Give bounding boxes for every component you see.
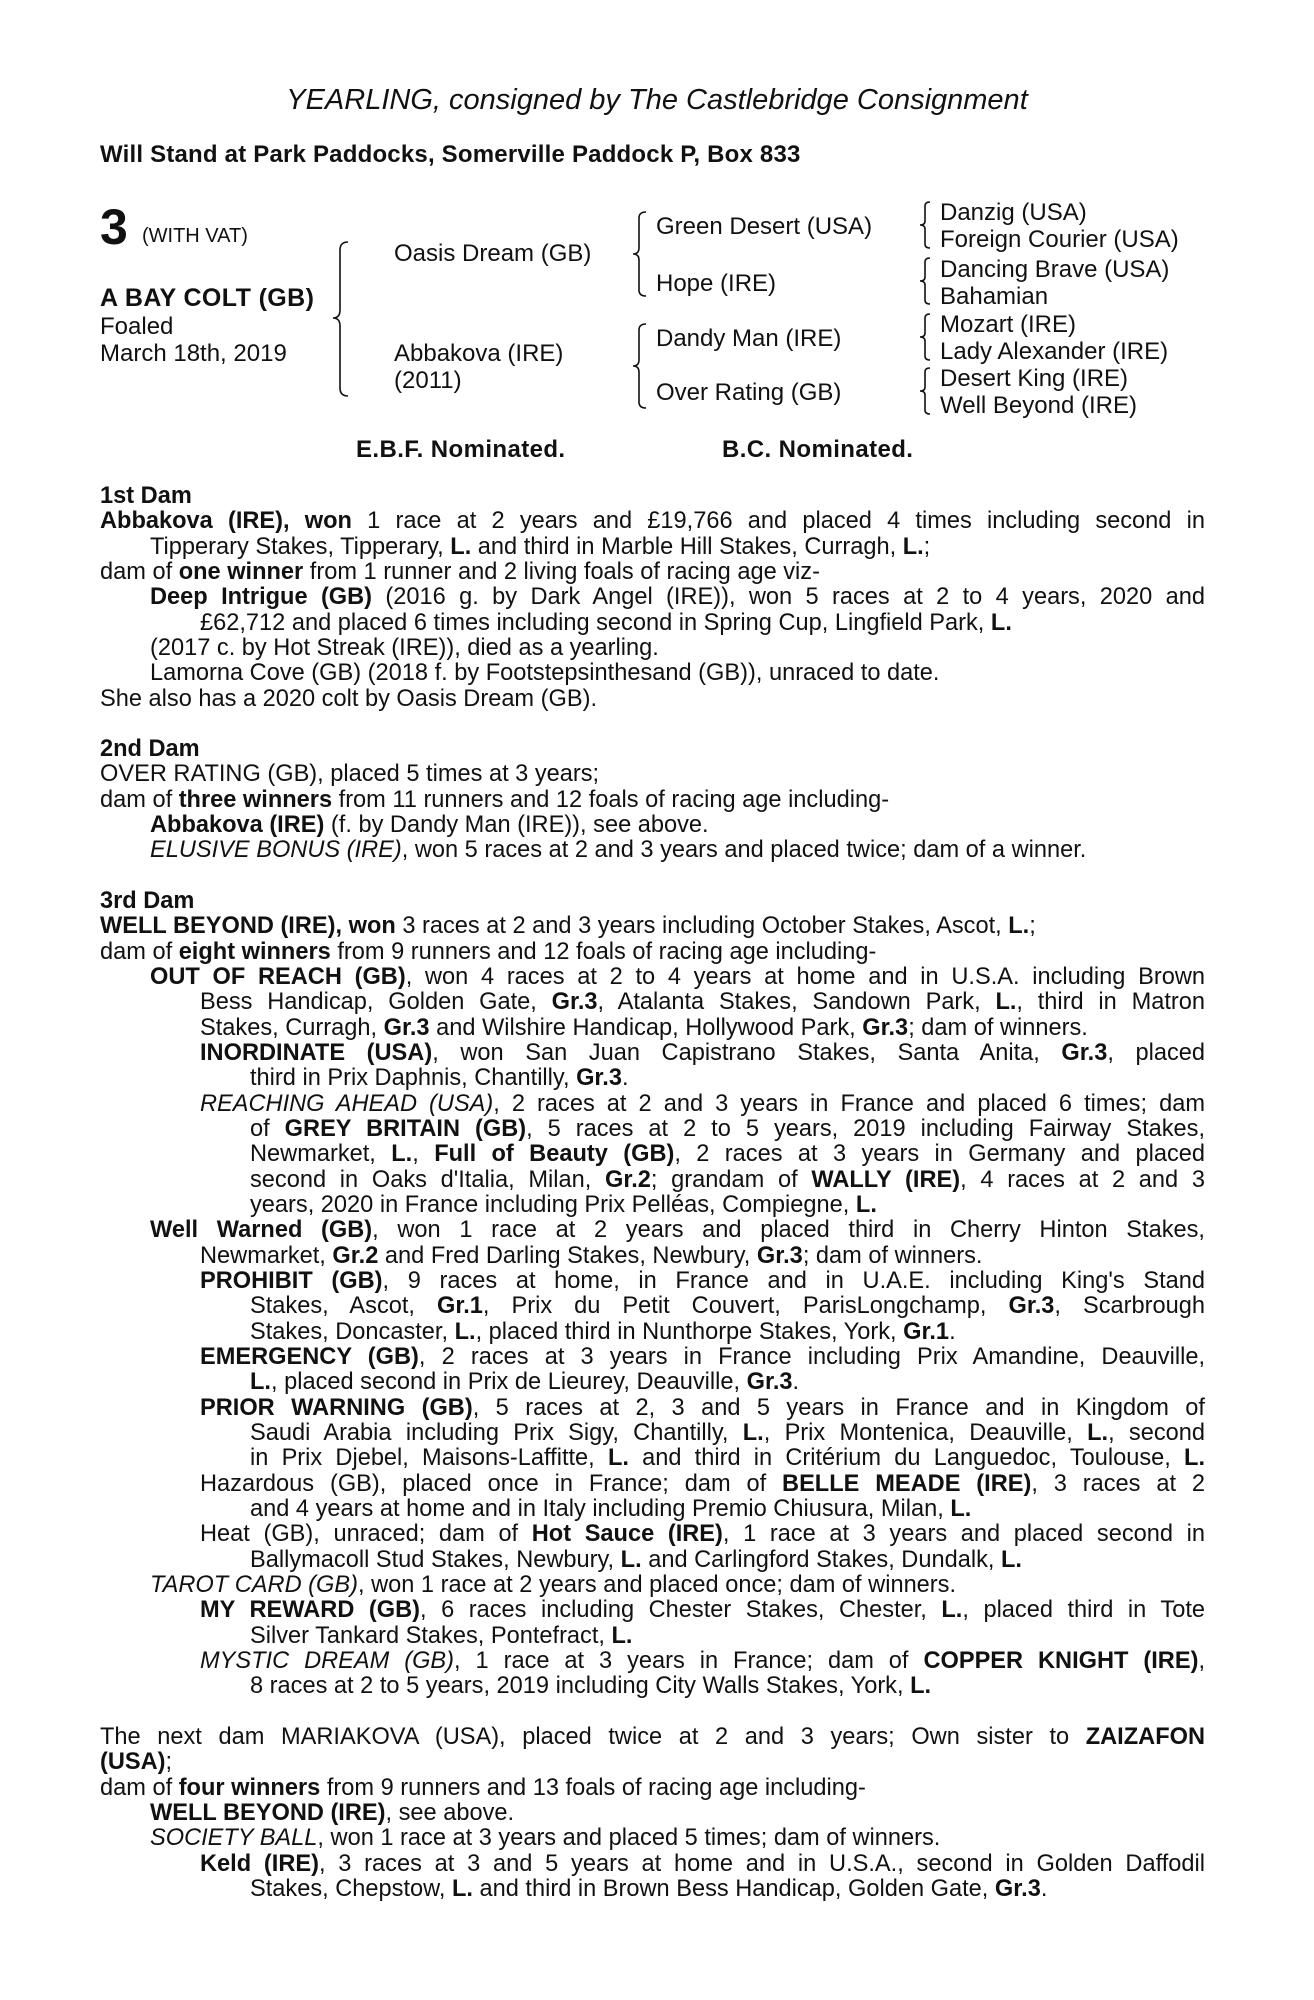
pedigree-dam: Abbakova (IRE) <box>394 340 564 367</box>
third-dam-line: Bess Handicap, Golden Gate, Gr.3, Atalanta Stakes, Sandown Park, L., third in Matron <box>200 989 1206 1016</box>
third-dam-line: REACHING AHEAD (USA), 2 races at 2 and 3 years in France and placed 6 times; dam <box>200 1090 1205 1117</box>
next-dam-line: The next dam MARIAKOVA (USA), placed twice at 2 and 3 years; Own sister to ZAIZAFON <box>100 1723 1205 1750</box>
second-dam-line: dam of three winners from 11 runners and 12 foals of racing age including- <box>100 786 890 813</box>
pedigree-sire-dam: Hope (IRE) <box>656 270 777 297</box>
third-dam-line: WELL BEYOND (IRE), won 3 races at 2 and 3 years including October Stakes, Ascot, L.; <box>100 913 1036 940</box>
next-dam-line: Stakes, Chepstow, L. and third in Brown Bess Handicap, Golden Gate, Gr.3. <box>250 1875 1048 1902</box>
third-dam-line: PRIOR WARNING (GB), 5 races at 2, 3 and 5 years in France and in Kingdom of <box>200 1394 1205 1421</box>
third-dam-line: in Prix Djebel, Maisons-Laffitte, L. and third in Critérium du Languedoc, Toulouse, L. <box>250 1445 1205 1472</box>
next-dam-line: Keld (IRE), 3 races at 3 and 5 years at home and in U.S.A., second in Golden Daffodil <box>200 1850 1205 1877</box>
third-dam-line: Stakes, Curragh, Gr.3 and Wilshire Handicap, Hollywood Park, Gr.3; dam of winners. <box>200 1014 1088 1041</box>
next-dam-line: SOCIETY BALL, won 1 race at 3 years and placed 5 times; dam of winners. <box>150 1825 941 1852</box>
first-dam-line: Deep Intrigue (GB) (2016 g. by Dark Angel (IRE)), won 5 races at 2 to 4 years, 2020 and <box>150 584 1205 611</box>
pedigree-g5: Mozart (IRE) <box>940 311 1077 338</box>
third-dam-line: Stakes, Doncaster, L., placed third in Nunthorpe Stakes, York, Gr.1. <box>250 1318 956 1345</box>
third-dam-line: years, 2020 in France including Prix Pelléas, Compiegne, L. <box>250 1191 877 1218</box>
pedigree-bracket-dam <box>632 322 656 412</box>
next-dam-line: (USA); <box>100 1749 173 1776</box>
third-dam-line: Silver Tankard Stakes, Pontefract, L. <box>250 1622 633 1649</box>
pedigree-g7: Desert King (IRE) <box>940 365 1129 392</box>
third-dam-line: PROHIBIT (GB), 9 races at home, in France and in U.A.E. including King's Stand <box>200 1267 1206 1294</box>
third-dam-line: Stakes, Ascot, Gr.1, Prix du Petit Couvert, ParisLongchamp, Gr.3, Scarbrough <box>250 1293 1205 1320</box>
third-dam-line: INORDINATE (USA), won San Juan Capistrano Stakes, Santa Anita, Gr.3, placed <box>200 1039 1206 1066</box>
third-dam-line: dam of eight winners from 9 runners and 12 foals of racing age including- <box>100 938 877 965</box>
foaled-label: Foaled <box>100 313 174 340</box>
catalogue-title: YEARLING, consigned by The Castlebridge Consignment <box>286 84 1028 116</box>
third-dam-line: of GREY BRITAIN (GB), 5 races at 2 to 5 years, 2019 including Fairway Stakes, <box>250 1115 1206 1142</box>
third-dam-line: Hazardous (GB), placed once in France; dam of BELLE MEADE (IRE), 3 races at 2 <box>200 1470 1206 1497</box>
third-dam-line: Heat (GB), unraced; dam of Hot Sauce (IRE), 1 race at 3 years and placed second in <box>200 1521 1205 1548</box>
pedigree-sire-sire: Green Desert (USA) <box>656 213 873 240</box>
first-dam-line: Tipperary Stakes, Tipperary, L. and third in Marble Hill Stakes, Curragh, L.; <box>150 533 931 560</box>
pedigree-bracket-g3 <box>918 312 938 362</box>
pedigree-g3: Dancing Brave (USA) <box>940 256 1170 283</box>
pedigree-g4: Bahamian <box>940 283 1049 310</box>
pedigree-sire: Oasis Dream (GB) <box>394 240 592 267</box>
bc-nomination: B.C. Nominated. <box>722 436 914 463</box>
first-dam-line: She also has a 2020 colt by Oasis Dream (GB). <box>100 685 598 712</box>
pedigree-g6: Lady Alexander (IRE) <box>940 338 1169 365</box>
pedigree-bracket-sire <box>632 210 656 300</box>
foaled-date: March 18th, 2019 <box>100 340 287 367</box>
third-dam-line: MY REWARD (GB), 6 races including Chester Stakes, Chester, L., placed third in Tote <box>200 1597 1205 1624</box>
first-dam-heading: 1st Dam <box>100 483 192 509</box>
pedigree-dam-sire: Dandy Man (IRE) <box>656 325 842 352</box>
third-dam-line: Saudi Arabia including Prix Sigy, Chantilly, L., Prix Montenica, Deauville, L., second <box>250 1420 1205 1447</box>
first-dam-line: Lamorna Cove (GB) (2018 f. by Footstepsinthesand (GB)), unraced to date. <box>150 660 940 687</box>
third-dam-line: second in Oaks d'Italia, Milan, Gr.2; grandam of WALLY (IRE), 4 races at 2 and 3 <box>250 1166 1205 1193</box>
third-dam-line: Newmarket, L., Full of Beauty (GB), 2 races at 3 years in Germany and placed <box>250 1141 1205 1168</box>
third-dam-line: OUT OF REACH (GB), won 4 races at 2 to 4 years at home and in U.S.A. including Brown <box>150 963 1205 990</box>
second-dam-line: ELUSIVE BONUS (IRE), won 5 races at 2 and 3 years and placed twice; dam of a winner. <box>150 837 1087 864</box>
lot-description: A BAY COLT (GB) <box>100 284 315 312</box>
third-dam-line: and 4 years at home and in Italy including Premio Chiusura, Milan, L. <box>250 1496 972 1523</box>
third-dam-heading: 3rd Dam <box>100 887 195 914</box>
third-dam-line: Well Warned (GB), won 1 race at 2 years and placed third in Cherry Hinton Stakes, <box>150 1217 1205 1244</box>
next-dam-line: WELL BEYOND (IRE), see above. <box>150 1799 515 1826</box>
pedigree-bracket-g2 <box>918 256 938 306</box>
lot-number: 3 <box>100 199 128 255</box>
first-dam-line: £62,712 and placed 6 times including second in Spring Cup, Lingfield Park, L. <box>200 609 1012 636</box>
ebf-nomination: E.B.F. Nominated. <box>356 436 566 463</box>
pedigree-bracket-main <box>330 240 360 400</box>
pedigree-dam-dam: Over Rating (GB) <box>656 379 842 406</box>
second-dam-line: Abbakova (IRE) (f. by Dandy Man (IRE)), see above. <box>150 812 709 839</box>
first-dam-line: dam of one winner from 1 runner and 2 living foals of racing age viz- <box>100 559 820 586</box>
pedigree-g2: Foreign Courier (USA) <box>940 226 1179 253</box>
second-dam-line: OVER RATING (GB), placed 5 times at 3 years; <box>100 761 600 788</box>
pedigree-g8: Well Beyond (IRE) <box>940 392 1137 419</box>
pedigree-dam-year: (2011) <box>394 367 462 394</box>
third-dam-line: MYSTIC DREAM (GB), 1 race at 3 years in France; dam of COPPER KNIGHT (IRE), <box>200 1648 1205 1675</box>
pedigree-g1: Danzig (USA) <box>940 199 1087 226</box>
third-dam-line: EMERGENCY (GB), 2 races at 3 years in France including Prix Amandine, Deauville, <box>200 1344 1206 1370</box>
third-dam-line: 8 races at 2 to 5 years, 2019 including City Walls Stakes, York, L. <box>250 1673 932 1700</box>
first-dam-line: (2017 c. by Hot Streak (IRE)), died as a yearling. <box>150 635 659 662</box>
vat-note: (WITH VAT) <box>142 225 248 247</box>
second-dam-heading: 2nd Dam <box>100 736 200 763</box>
third-dam-line: third in Prix Daphnis, Chantilly, Gr.3. <box>250 1065 629 1092</box>
third-dam-line: Newmarket, Gr.2 and Fred Darling Stakes, Newbury, Gr.3; dam of winners. <box>200 1242 983 1269</box>
pedigree-body <box>100 484 1205 1902</box>
stand-location: Will Stand at Park Paddocks, Somerville Paddock P, Box 833 <box>100 141 801 168</box>
pedigree-bracket-g1 <box>918 200 938 250</box>
third-dam-line: TAROT CARD (GB), won 1 race at 2 years and placed once; dam of winners. <box>150 1572 957 1599</box>
first-dam-line: Abbakova (IRE), won 1 race at 2 years and £19,766 and placed 4 times including second in <box>100 508 1205 535</box>
pedigree-bracket-g4 <box>918 366 938 416</box>
third-dam-line: Ballymacoll Stud Stakes, Newbury, L. and Carlingford Stakes, Dundalk, L. <box>250 1546 1022 1573</box>
third-dam-line: L., placed second in Prix de Lieurey, Deauville, Gr.3. <box>250 1369 800 1396</box>
next-dam-line: dam of four winners from 9 runners and 13 foals of racing age including- <box>100 1774 866 1801</box>
